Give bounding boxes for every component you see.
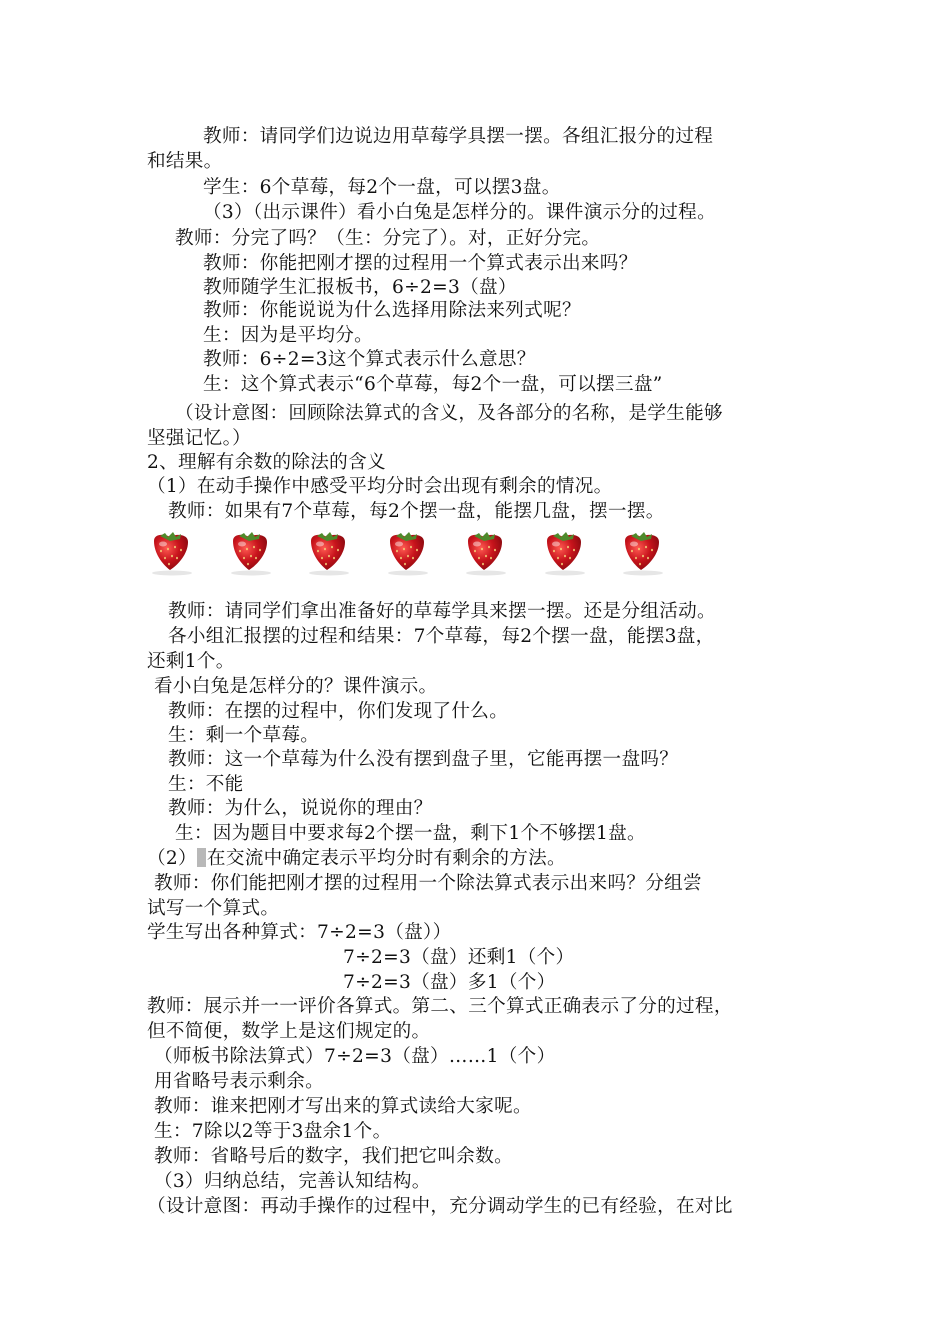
strawberry-icon xyxy=(617,527,667,577)
text-line: （1）在动手操作中感受平均分时会出现有剩余的情况。 xyxy=(147,476,613,497)
item-number: （2） xyxy=(147,848,197,869)
strawberry-icon xyxy=(382,527,432,577)
formula-line: 7÷2=3（盘）多1（个） xyxy=(343,972,556,993)
text-line: 教师：请同学们拿出准备好的草莓学具来摆一摆。还是分组活动。 xyxy=(168,601,716,622)
section-heading: 2、理解有余数的除法的含义 xyxy=(147,452,386,473)
strawberry-icon xyxy=(146,527,196,577)
strawberry-row xyxy=(146,527,706,579)
text-line: 教师：这一个草莓为什么没有摆到盘子里，它能再摆一盘吗？ xyxy=(168,749,679,770)
text-line: 学生写出各种算式：7÷2=3（盘）） xyxy=(147,922,452,943)
text-line: 用省略号表示剩余。 xyxy=(154,1071,325,1092)
text-line: 还剩1个。 xyxy=(147,651,235,672)
text-line: （3）归纳总结，完善认知结构。 xyxy=(154,1171,431,1192)
strawberry-icon xyxy=(225,527,275,577)
text-line: 学生：6个草莓，每2个一盘，可以摆3盘。 xyxy=(203,177,561,198)
design-intent-note: （设计意图：再动手操作的过程中，充分调动学生的已有经验，在对比 xyxy=(147,1196,733,1217)
strawberry-icon xyxy=(539,527,589,577)
text-line: （3）（出示课件）看小白兔是怎样分的。课件演示分的过程。 xyxy=(203,202,716,223)
text-line: 教师：展示并一一评价各算式。第二、三个算式正确表示了分的过程， xyxy=(147,996,733,1017)
text-line: 生：7除以2等于3盘余1个。 xyxy=(154,1121,392,1142)
text-line: 生：剩一个草莓。 xyxy=(168,725,320,746)
text-line: 教师：你能把刚才摆的过程用一个算式表示出来吗？ xyxy=(203,253,638,274)
item-text: 在交流中确定表示平均分时有剩余的方法。 xyxy=(206,848,566,869)
text-line: 教师：省略号后的数字，我们把它叫余数。 xyxy=(154,1146,513,1167)
formula-line: 7÷2=3（盘）还剩1（个） xyxy=(343,947,575,968)
text-line: 但不简便，数学上是这们规定的。 xyxy=(147,1021,431,1042)
text-line: 生：不能 xyxy=(168,774,244,795)
text-line: 试写一个算式。 xyxy=(147,898,280,919)
text-line: 和结果。 xyxy=(147,151,223,172)
text-line: 生：这个算式表示“6个草莓，每2个一盘，可以摆三盘” xyxy=(203,374,663,395)
text-line: 教师：请同学们边说边用草莓学具摆一摆。各组汇报分的过程 xyxy=(203,126,714,147)
text-line: 教师随学生汇报板书，6÷2=3（盘） xyxy=(203,277,517,298)
text-line: 教师：你能说说为什么选择用除法来列式呢？ xyxy=(203,300,581,321)
text-line: 教师：如果有7个草莓，每2个摆一盘，能摆几盘，摆一摆。 xyxy=(168,501,665,522)
text-line xyxy=(147,847,566,871)
text-line: 教师：在摆的过程中，你们发现了什么。 xyxy=(168,701,509,722)
text-line: 看小白兔是怎样分的？课件演示。 xyxy=(154,676,438,697)
text-line: 各小组汇报摆的过程和结果：7个草莓，每2个摆一盘，能摆3盘， xyxy=(168,626,715,647)
strawberry-icon xyxy=(460,527,510,577)
text-line: （师板书除法算式）7÷2=3（盘）……1（个） xyxy=(154,1046,556,1067)
text-line: 教师：谁来把刚才写出来的算式读给大家呢。 xyxy=(154,1096,532,1117)
text-line: 教师：分完了吗？（生：分完了）。对，正好分完。 xyxy=(175,228,601,249)
text-line: 生：因为是平均分。 xyxy=(203,325,374,346)
design-intent-note: （设计意图：回顾除法算式的含义，及各部分的名称，是学生能够 xyxy=(175,403,723,424)
highlight-mark xyxy=(197,848,206,867)
strawberry-icon xyxy=(303,527,353,577)
text-line: 教师：为什么，说说你的理由？ xyxy=(168,798,433,819)
text-line: 生：因为题目中要求每2个摆一盘，剩下1个不够摆1盘。 xyxy=(175,823,646,844)
text-line: 教师：你们能把刚才摆的过程用一个除法算式表示出来吗？分组尝 xyxy=(154,873,702,894)
text-line: 教师：6÷2=3这个算式表示什么意思？ xyxy=(203,349,536,370)
design-intent-note: 坚强记忆。） xyxy=(147,428,252,449)
